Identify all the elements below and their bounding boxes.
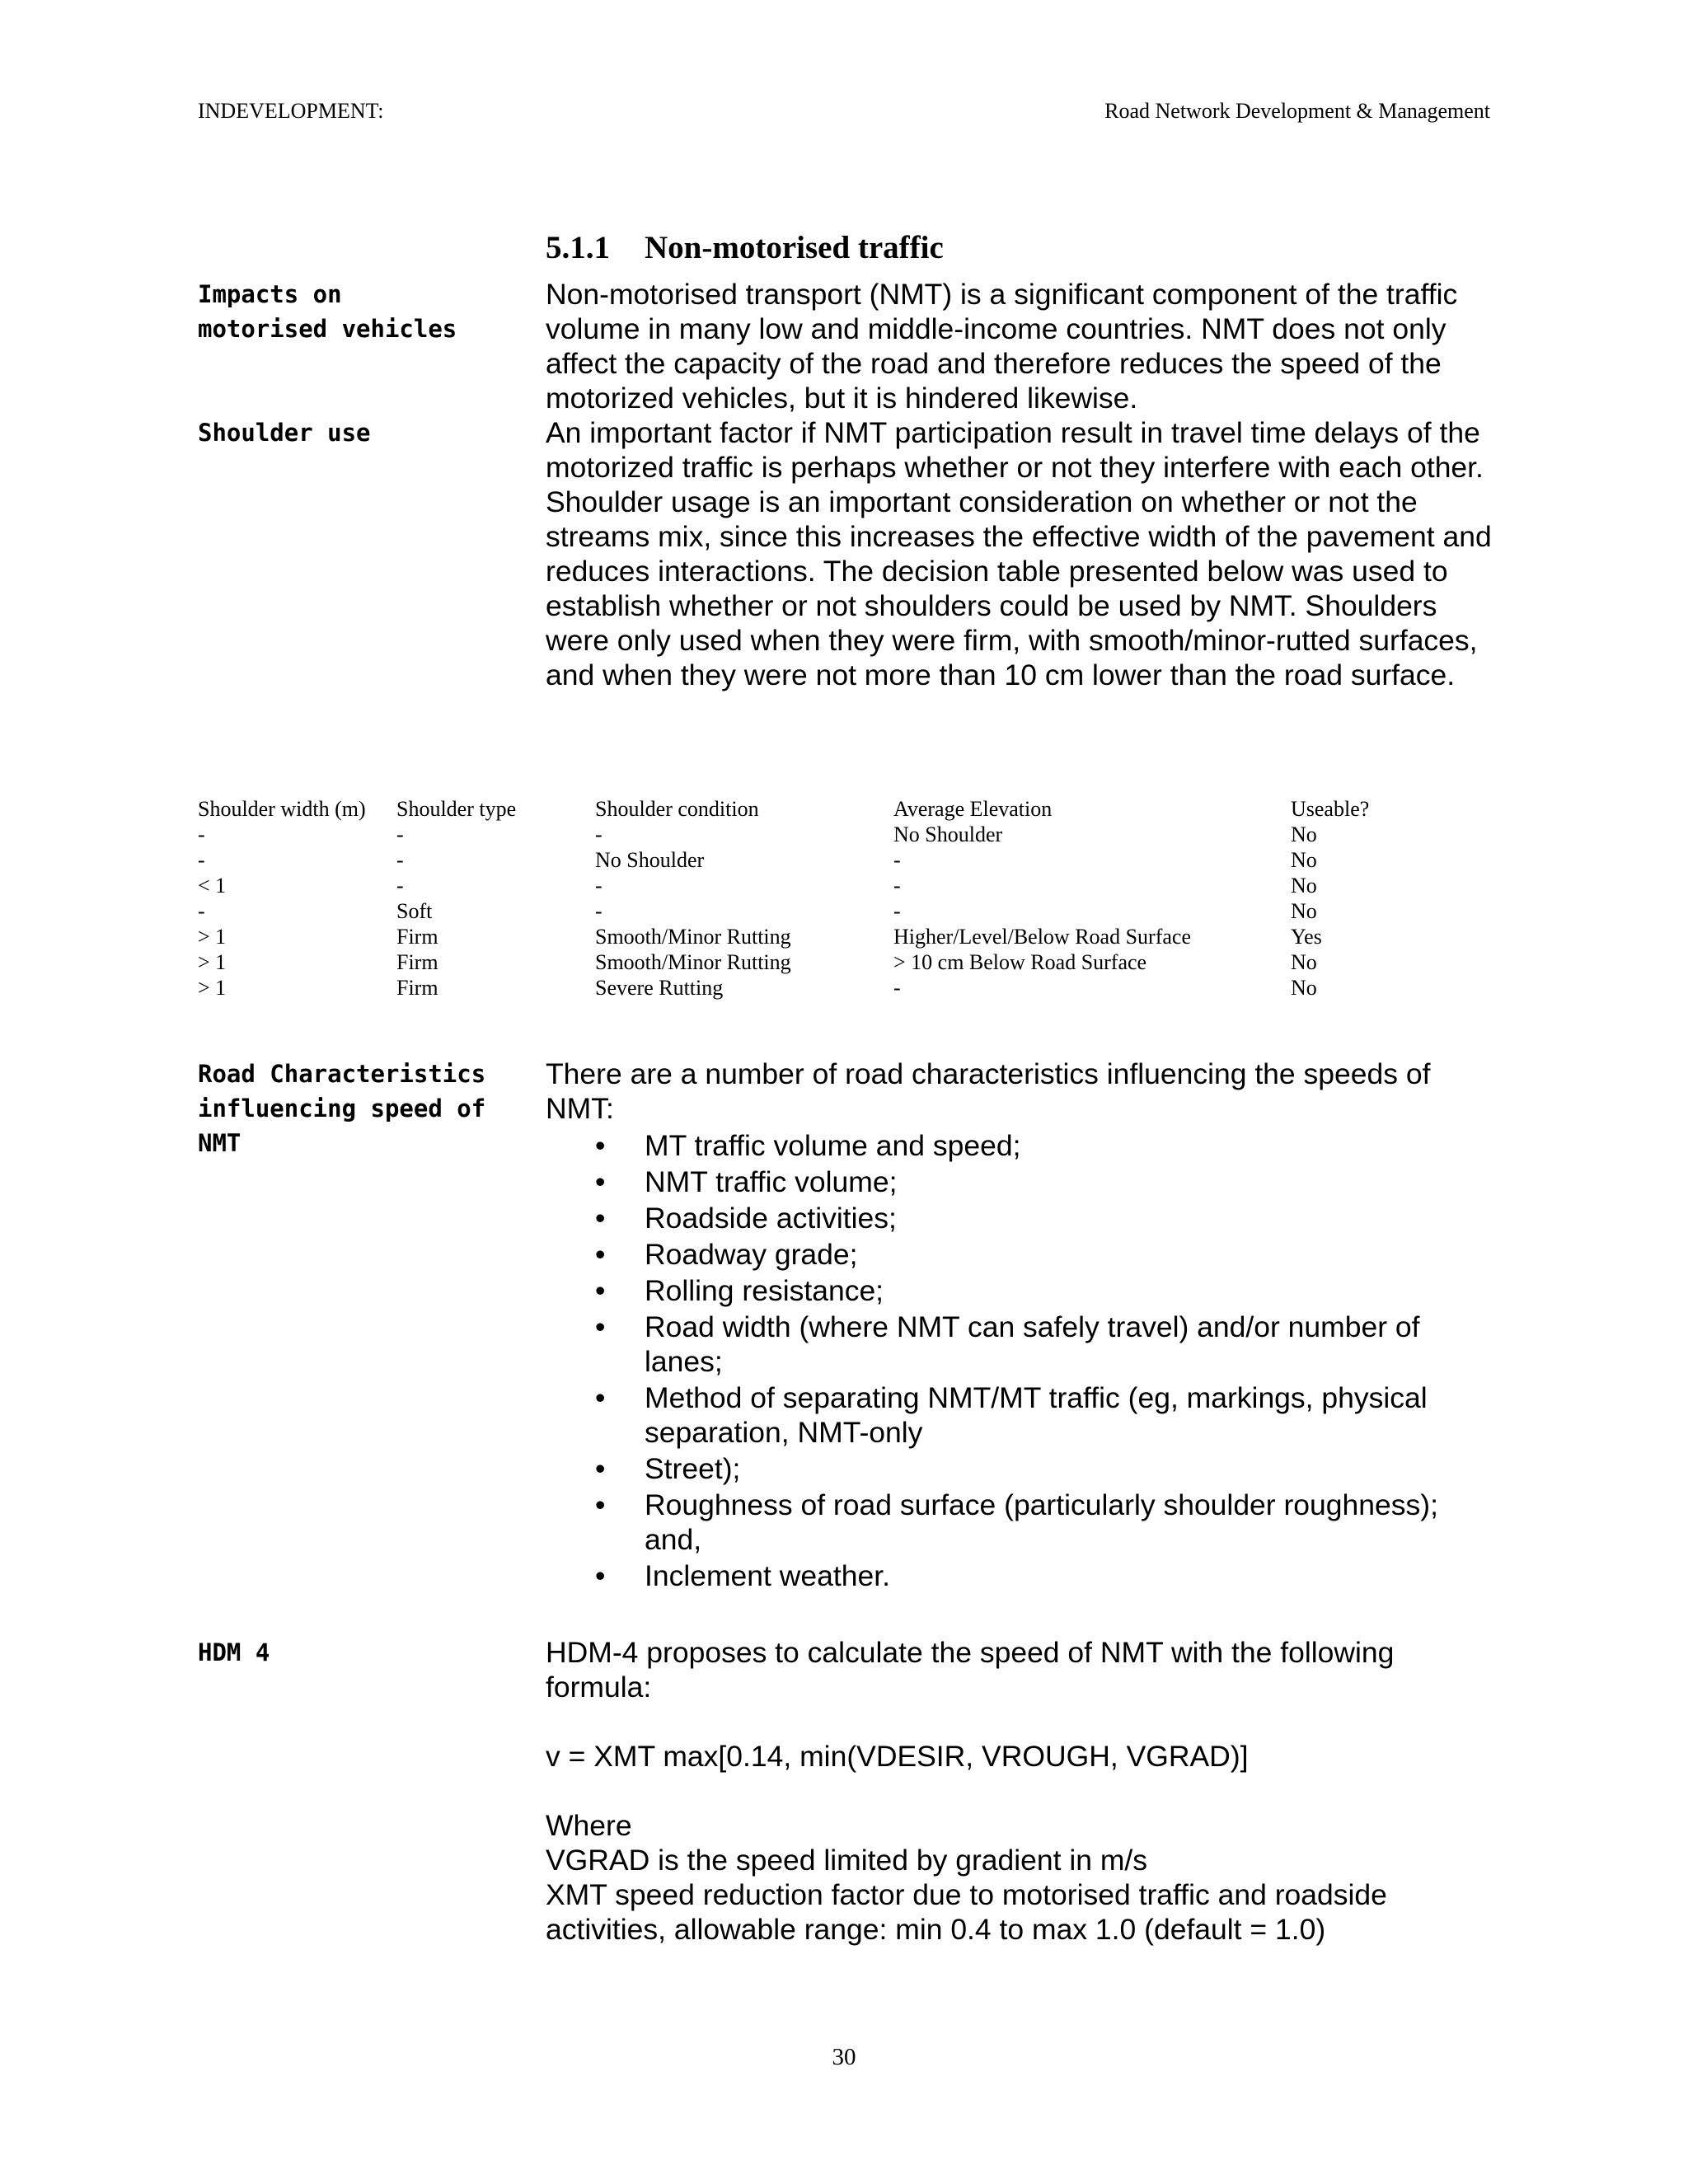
list-item: • MT traffic volume and speed;	[595, 1129, 1021, 1162]
hdm4-xmt-definition: XMT speed reduction factor due to motorised traffic and roadside activities, allowable range: min 0.4 to max 1.0 (default = 1.0)	[546, 1878, 1387, 1946]
bullet-icon: •	[595, 1452, 606, 1485]
list-item: • Roughness of road surface (particularly shoulder roughness); and,	[595, 1488, 1438, 1556]
table-cell: Firm	[396, 925, 438, 949]
margin-label-road-characteristics: Road Characteristics influencing speed of NMT	[198, 1060, 486, 1157]
table-cell: > 1	[198, 925, 227, 949]
hdm4-intro: HDM-4 proposes to calculate the speed of NMT with the following formula:	[546, 1636, 1395, 1704]
table-cell: -	[893, 874, 901, 898]
hdm4-block	[546, 1635, 1485, 1947]
road-characteristics-intro: There are a number of road characteristics influencing the speeds of NMT:	[546, 1057, 1431, 1125]
table-cell: -	[198, 899, 205, 923]
margin-label-hdm4: HDM 4	[198, 1638, 270, 1666]
paragraph-impacts: Non-motorised transport (NMT) is a significant component of the traffic volume in many low and middle-income countries. NMT does not only affect the capacity of the road and therefore reduces the speed of the motorized vehicles, but it is hindered likewise.	[546, 278, 1458, 415]
bullet-icon: •	[595, 1274, 606, 1307]
section-heading	[546, 229, 944, 266]
list-item: • Method of separating NMT/MT traffic (eg, markings, physical separation, NMT-only	[595, 1381, 1428, 1449]
table-cell: No	[1291, 899, 1317, 923]
table-cell: > 1	[198, 976, 227, 1000]
bullet-icon: •	[595, 1165, 606, 1198]
table-cell: Firm	[396, 976, 438, 1000]
table-cell: -	[396, 848, 404, 872]
table-row	[198, 975, 1390, 1001]
table-cell: No	[1291, 823, 1317, 846]
table-header-cell: Shoulder condition	[595, 797, 759, 821]
table-cell: > 1	[198, 950, 227, 974]
table-header-cell: Shoulder type	[396, 797, 517, 821]
table-cell: No	[1291, 874, 1317, 898]
bullet-icon: •	[595, 1488, 606, 1521]
table-cell: No	[1291, 950, 1317, 974]
table-cell: Smooth/Minor Rutting	[595, 950, 791, 974]
table-cell: Severe Rutting	[595, 976, 724, 1000]
bullet-icon: •	[595, 1310, 606, 1343]
running-header-left: INDEVELOPMENT:	[198, 99, 384, 123]
paragraph-shoulder-use: An important factor if NMT participation result in travel time delays of the motorized traffic is perhaps whether or not they interfere with each other. Shoulder usage is an important consideration on whether or not the streams mix, since this increases the effective width of the pavement and reduces interactions. The decision table presented below was used to establish whether or not shoulders could be used by NMT. Shoulders were only used when they were firm, with smooth/minor-rutted surfaces, and when they were not more than 10 cm lower than the road surface.	[546, 416, 1492, 691]
road-characteristics-list	[546, 1128, 1485, 1593]
table-cell: Firm	[396, 950, 438, 974]
table-cell: -	[893, 899, 901, 923]
bullet-icon: •	[595, 1238, 606, 1271]
table-cell: -	[396, 874, 404, 898]
table-header-cell: Shoulder width (m)	[198, 797, 366, 821]
list-item: • NMT traffic volume;	[595, 1165, 898, 1198]
table-cell: Higher/Level/Below Road Surface	[893, 925, 1191, 949]
bullet-icon: •	[595, 1129, 606, 1162]
list-item: • Inclement weather.	[595, 1559, 890, 1592]
list-item: • Road width (where NMT can safely travel) and/or number of lanes;	[595, 1310, 1420, 1378]
table-row	[198, 873, 1390, 898]
list-item: • Street);	[595, 1452, 741, 1485]
page-number: 30	[832, 2044, 856, 2070]
table-cell: -	[595, 899, 603, 923]
list-item: • Rolling resistance;	[595, 1274, 884, 1307]
table-cell: No	[1291, 848, 1317, 872]
table-row	[198, 924, 1390, 949]
table-cell: Soft	[396, 899, 433, 923]
table-cell: -	[595, 823, 603, 846]
table-cell: -	[893, 848, 901, 872]
table-cell: -	[893, 976, 901, 1000]
table-cell: -	[396, 823, 404, 846]
bullet-icon: •	[595, 1202, 606, 1235]
section-number: 5.1.1	[546, 230, 610, 265]
section-title: Non-motorised traffic	[645, 230, 944, 265]
hdm4-where: Where	[546, 1809, 632, 1842]
table-cell: No	[1291, 976, 1317, 1000]
table-cell: Yes	[1291, 925, 1322, 949]
table-cell: > 10 cm Below Road Surface	[893, 950, 1147, 974]
table-cell: -	[595, 874, 603, 898]
table-row	[198, 822, 1390, 847]
margin-label-impacts: Impacts on motorised vehicles	[198, 280, 457, 343]
table-row	[198, 898, 1390, 924]
table-row	[198, 847, 1390, 873]
road-characteristics-block	[546, 1057, 1485, 1595]
table-cell: -	[198, 848, 205, 872]
shoulder-decision-table	[198, 796, 1390, 1001]
table-cell: No Shoulder	[893, 823, 1003, 846]
table-header-cell: Average Elevation	[893, 797, 1053, 821]
hdm4-vgrad-definition: VGRAD is the speed limited by gradient in m/s	[546, 1844, 1148, 1877]
bullet-icon: •	[595, 1381, 606, 1414]
table-cell: -	[198, 823, 205, 846]
hdm4-formula: v = XMT max[0.14, min(VDESIR, VROUGH, VGRAD)]	[546, 1740, 1249, 1773]
table-cell: < 1	[198, 874, 227, 898]
table-header-row	[198, 796, 1390, 822]
margin-label-shoulder-use: Shoulder use	[198, 419, 371, 447]
table-cell: No Shoulder	[595, 848, 705, 872]
list-item: • Roadside activities;	[595, 1202, 897, 1235]
table-header-cell: Useable?	[1291, 797, 1370, 821]
running-header-right: Road Network Development & Management	[1104, 99, 1490, 123]
table-cell: Smooth/Minor Rutting	[595, 925, 791, 949]
list-item: • Roadway grade;	[595, 1238, 858, 1271]
bullet-icon: •	[595, 1559, 606, 1592]
table-row	[198, 949, 1390, 975]
